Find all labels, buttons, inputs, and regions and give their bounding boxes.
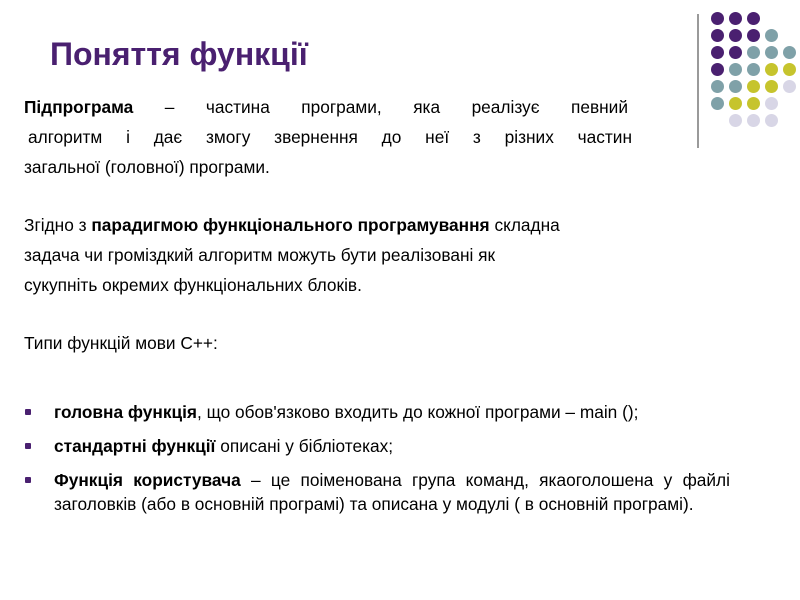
decor-dot xyxy=(747,114,760,127)
list-item-text: – це поіменована група команд, якаоголошена у файлі заголовків (або в основній програмі) та описана у модулі ( в основній програмі). xyxy=(54,470,730,514)
decor-dot xyxy=(729,12,742,25)
bullet-icon xyxy=(25,409,31,415)
list-item xyxy=(24,434,730,458)
decor-dot xyxy=(783,63,796,76)
function-types-list xyxy=(24,400,730,526)
slide-body xyxy=(24,92,730,358)
decor-dot xyxy=(783,80,796,93)
decor-dot xyxy=(765,80,778,93)
decor-dot xyxy=(711,63,724,76)
decor-dot xyxy=(729,29,742,42)
decor-dot xyxy=(765,46,778,59)
types-heading: Типи функцій мови С++: xyxy=(24,333,218,353)
list-item xyxy=(24,400,730,424)
list-item xyxy=(24,468,730,516)
decor-dot xyxy=(747,80,760,93)
decor-dot xyxy=(729,46,742,59)
list-item-text: описані у бібліотеках; xyxy=(215,436,394,456)
paradigm-text: Згідно з xyxy=(24,215,92,235)
decor-dot xyxy=(783,46,796,59)
decor-dot xyxy=(747,97,760,110)
decor-dot xyxy=(729,63,742,76)
list-item-term: головна функція xyxy=(54,402,197,422)
definition-line-1 xyxy=(24,92,628,122)
decor-dot xyxy=(729,80,742,93)
list-item-text: , що обов'язково входить до кожної програми – main (); xyxy=(196,402,639,422)
list-item-term: Функція користувача xyxy=(54,470,241,490)
decor-dot xyxy=(747,63,760,76)
decor-dot xyxy=(729,97,742,110)
decor-dot xyxy=(747,29,760,42)
term-subprogram: Підпрограма xyxy=(24,97,134,117)
decor-dot xyxy=(765,114,778,127)
decor-dot xyxy=(765,97,778,110)
decor-dot xyxy=(765,29,778,42)
slide-title: Поняття функції xyxy=(50,36,308,72)
decor-dot xyxy=(747,12,760,25)
decor-dot xyxy=(711,29,724,42)
definition-line-2: алгоритм і дає змогу звернення до неї з різних частин xyxy=(28,127,632,147)
list-item-term: стандартні функції xyxy=(54,436,216,456)
decor-dot xyxy=(765,63,778,76)
decor-dot xyxy=(711,46,724,59)
definition-line-3: загальної (головної) програми. xyxy=(24,157,270,177)
decor-dot xyxy=(729,114,742,127)
decor-dot xyxy=(747,46,760,59)
paradigm-line-1 xyxy=(24,210,730,240)
paradigm-term: парадигмою функціонального програмування xyxy=(91,215,490,235)
paradigm-line-3: сукупніть окремих функціональних блоків. xyxy=(24,275,362,295)
decor-dot xyxy=(711,12,724,25)
paradigm-line-2: задача чи громіздкий алгоритм можуть бути реалізовані як xyxy=(24,245,496,265)
bullet-icon xyxy=(25,443,31,449)
definition-text: – частина програми, яка реалізує певний xyxy=(133,97,628,117)
bullet-icon xyxy=(25,477,31,483)
paradigm-text: складна xyxy=(489,215,560,235)
